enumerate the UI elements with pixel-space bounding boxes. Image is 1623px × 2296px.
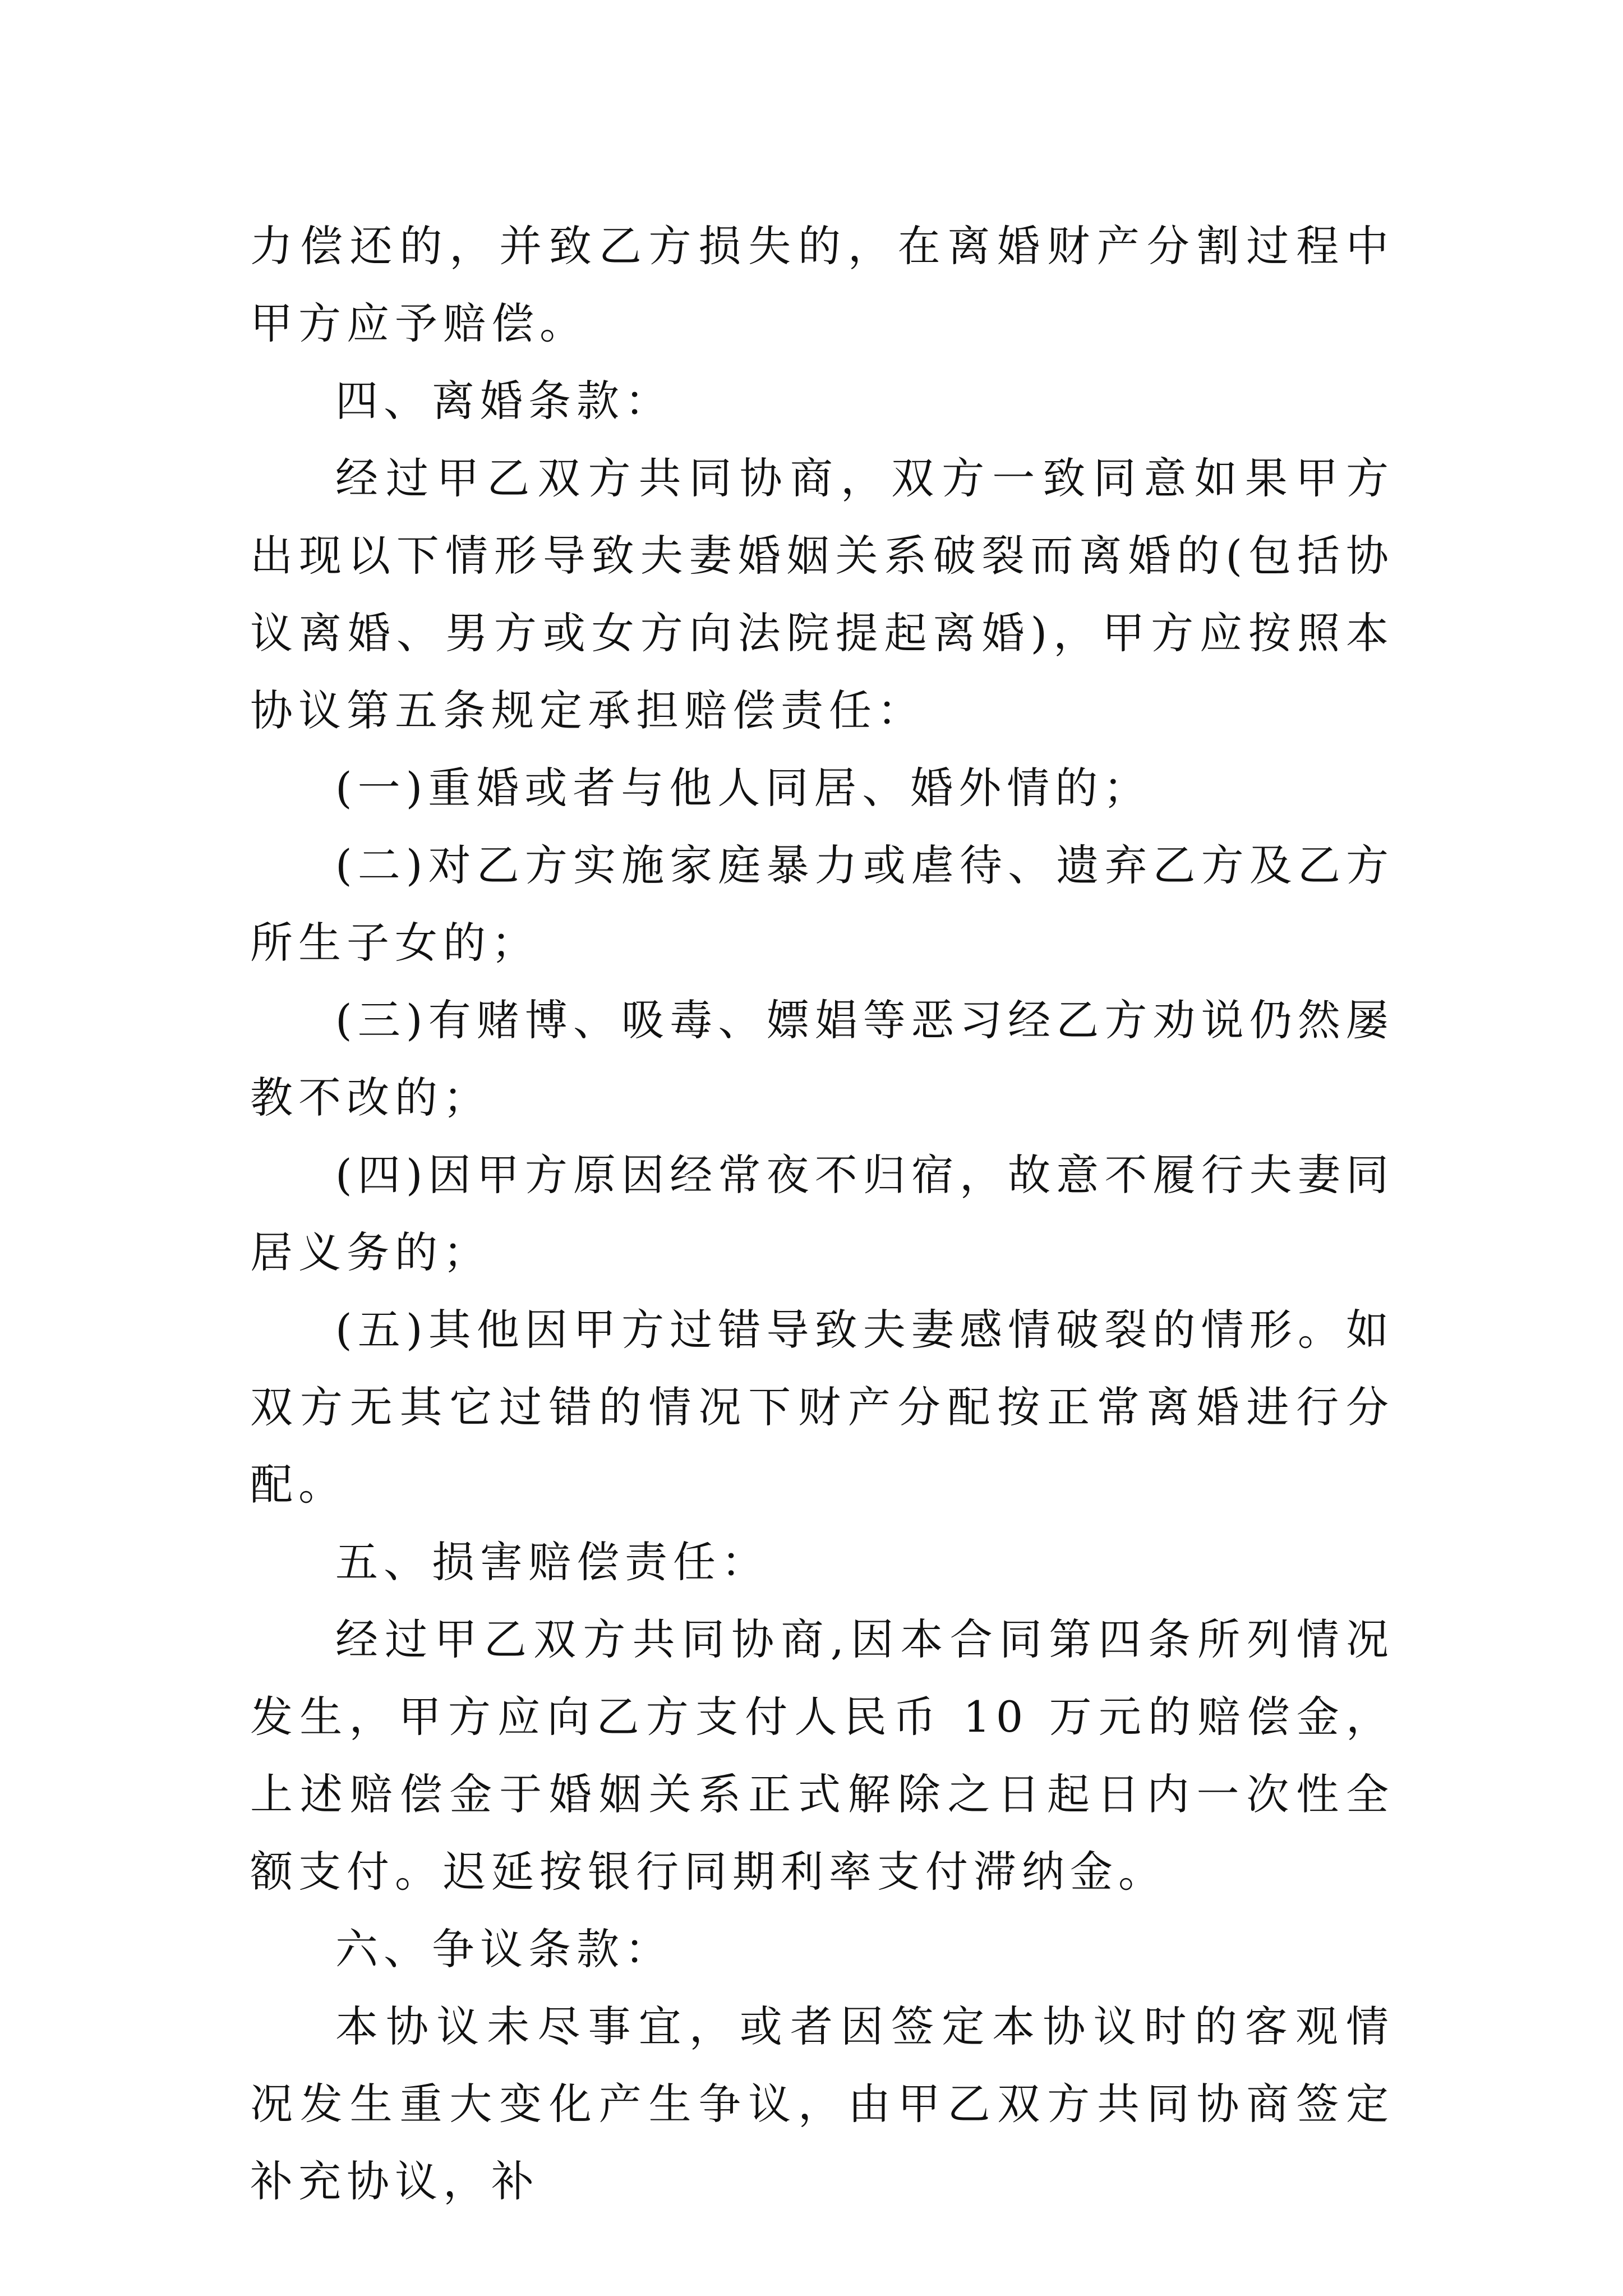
list-item-clause-1: (一)重婚或者与他人同居、婚外情的； bbox=[335, 763, 1152, 813]
section-heading-dispute: 六、争议条款： bbox=[335, 1924, 673, 1974]
list-item-clause-5: (五)其他因甲方过错导致夫妻感情破裂的情形。如双方无其它过错的情况下财产分配按正常离婚进行分配。 bbox=[250, 1305, 1394, 1510]
paragraph-dispute: 本协议未尽事宜，或者因签定本协议时的客观情况发生重大变化产生争议，由甲乙双方共同协商签定补充协议，补 bbox=[250, 2001, 1394, 2206]
list-item-clause-4: (四)因甲方原因经常夜不归宿，故意不履行夫妻同居义务的； bbox=[250, 1150, 1394, 1277]
paragraph-continuation: 力偿还的，并致乙方损失的，在离婚财产分割过程中甲方应予赔偿。 bbox=[250, 221, 1394, 348]
list-item-clause-2: (二)对乙方实施家庭暴力或虐待、遗弃乙方及乙方所生子女的； bbox=[250, 840, 1394, 968]
document-body bbox=[250, 208, 1394, 2220]
section-heading-divorce-terms: 四、离婚条款： bbox=[335, 376, 673, 426]
paragraph-damages: 经过甲乙双方共同协商,因本合同第四条所列情况发生，甲方应向乙方支付人民币 10 万元的赔偿金，上述赔偿金于婚姻关系正式解除之日起日内一次性全额支付。迟延按银行同期利率支付滞纳金。 bbox=[250, 1614, 1394, 1897]
list-item-clause-3: (三)有赌博、吸毒、嫖娼等恶习经乙方劝说仍然屡教不改的； bbox=[250, 995, 1394, 1122]
section-heading-damages: 五、损害赔偿责任： bbox=[335, 1537, 769, 1587]
paragraph-divorce-terms: 经过甲乙双方共同协商，双方一致同意如果甲方出现以下情形导致夫妻婚姻关系破裂而离婚的(包括协议离婚、男方或女方向法院提起离婚)，甲方应按照本协议第五条规定承担赔偿责任： bbox=[250, 453, 1394, 735]
